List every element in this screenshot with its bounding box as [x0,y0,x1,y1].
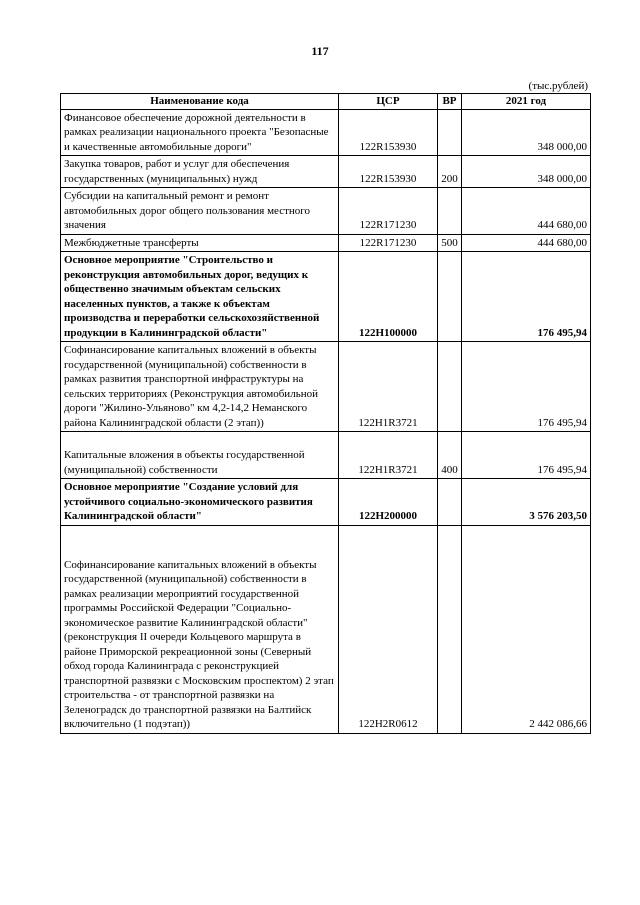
row-name: Межбюджетные трансферты [61,234,339,252]
table-row [61,479,591,526]
row-vr [438,479,462,526]
row-csr: 122R153930 [339,156,438,188]
table-header-row [61,94,591,110]
table-row [61,234,591,252]
row-vr: 500 [438,234,462,252]
row-csr: 122H1R3721 [339,432,438,479]
row-amount: 176 495,94 [462,432,591,479]
page-number: 117 [311,44,329,58]
row-csr: 122H1R3721 [339,342,438,432]
row-name: Субсидии на капитальный ремонт и ремонт автомобильных дорог общего пользования местного значения [61,188,339,235]
row-amount: 444 680,00 [462,188,591,235]
row-amount: 444 680,00 [462,234,591,252]
header-name: Наименование кода [61,94,339,110]
header-csr: ЦСР [339,94,438,110]
row-name: Закупка товаров, работ и услуг для обеспечения государственных (муниципальных) нужд [61,156,339,188]
row-vr [438,188,462,235]
row-csr: 122R171230 [339,234,438,252]
header-year: 2021 год [462,94,591,110]
row-csr: 122R153930 [339,109,438,156]
row-name: Финансовое обеспечение дорожной деятельности в рамках реализации национального проекта "Безопасные и качественные автомобильные дороги" [61,109,339,156]
row-amount: 348 000,00 [462,109,591,156]
table-row [61,432,591,479]
row-name: Капитальные вложения в объекты государственной (муниципальной) собственности [61,432,339,479]
row-vr [438,109,462,156]
table-row [61,188,591,235]
row-amount: 176 495,94 [462,252,591,342]
table-row [61,156,591,188]
row-vr: 200 [438,156,462,188]
row-amount: 3 576 203,50 [462,479,591,526]
row-csr: 122H100000 [339,252,438,342]
row-amount: 2 442 086,66 [462,525,591,733]
table-row [61,342,591,432]
row-amount: 348 000,00 [462,156,591,188]
header-vr: ВР [438,94,462,110]
table-row [61,525,591,733]
row-name: Софинансирование капитальных вложений в объекты государственной (муниципальной) собственности в рамках развития транспортной инфраструктуры на сельских территориях (Реконструкция автомобильной дороги "Жилино-Ульяново" км 4,2-14,2 Неманского района Калининградской области (2 этап)) [61,342,339,432]
units-label: (тыс.рублей) [528,80,588,92]
row-vr [438,525,462,733]
row-vr [438,252,462,342]
row-name: Софинансирование капитальных вложений в объекты государственной (муниципальной) собственности в рамках реализации мероприятий государственной программы Российской Федерации "Социально-экономическое развитие Калининградской области"(реконструкция II очереди Кольцевого маршрута в районе Приморской рекреационной зоны (Северный обход города Калининграда с реконструкцией транспортной развязки с Московским проспектом) 2 этап строительства - от транспортной развязки на Зеленоградск до транспортной развязки на Балтийск включительно (1 подэтап)) [61,525,339,733]
row-vr [438,342,462,432]
row-name: Основное мероприятие "Создание условий для устойчивого социально-экономического развития Калининградской области" [61,479,339,526]
row-csr: 122H2R0612 [339,525,438,733]
row-vr: 400 [438,432,462,479]
row-csr: 122R171230 [339,188,438,235]
row-amount: 176 495,94 [462,342,591,432]
table-row [61,252,591,342]
table-row [61,109,591,156]
row-csr: 122H200000 [339,479,438,526]
budget-table [60,93,591,734]
row-name: Основное мероприятие "Строительство и реконструкция автомобильных дорог, ведущих к общественно значимым объектам сельских населенных пунктов, а также к объектам производства и переработки сельскохозяйственной продукции в Калининградской области" [61,252,339,342]
